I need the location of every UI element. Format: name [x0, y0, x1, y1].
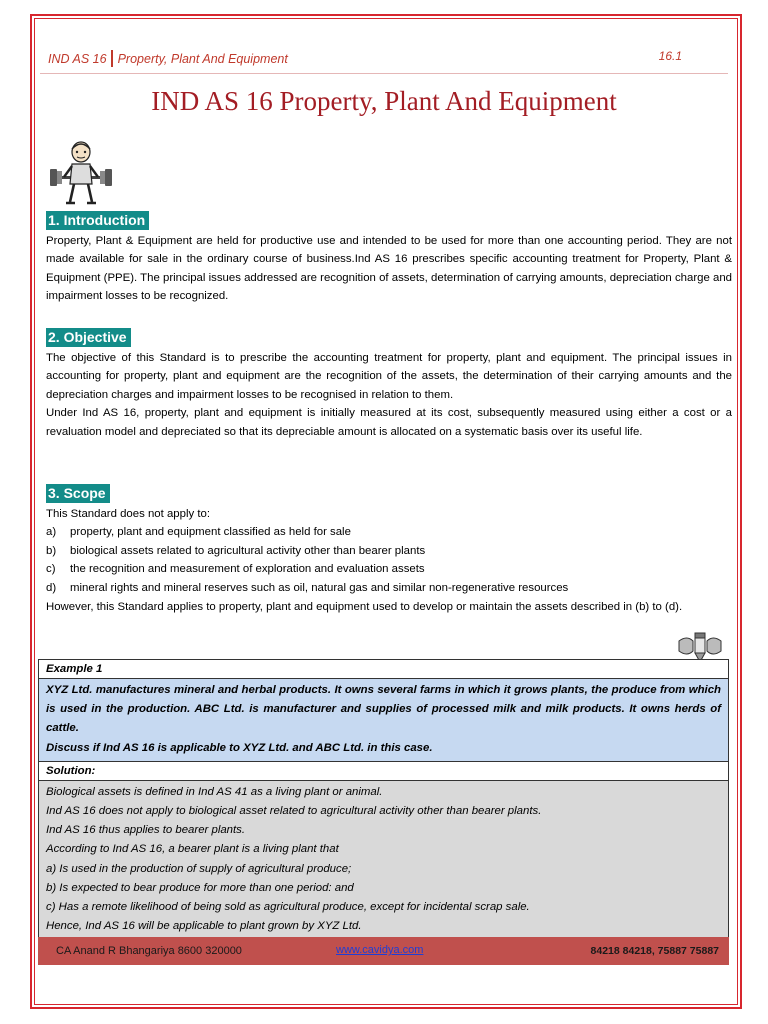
list-item: [46, 523, 732, 542]
footer-website-link[interactable]: www.cavidya.com: [336, 944, 424, 956]
page-number: 16.1: [658, 49, 682, 63]
weightlifter-mascot-icon: [50, 140, 112, 206]
list-text: the recognition and measurement of exploration and evaluation assets: [70, 563, 425, 576]
example-question-text: XYZ Ltd. manufactures mineral and herbal products. It owns several farms in which it grows plants, the produce from which is used in the production. ABC Ltd. is manufacturer and supplies of processed milk and milk products. It owns herds of cattle.: [46, 684, 721, 735]
example-label: Example 1: [39, 660, 728, 679]
page-footer: [38, 937, 729, 965]
section-introduction: [46, 211, 732, 306]
objective-paragraph-1: The objective of this Standard is to prescribe the accounting treatment for property, plant and equipment. The principal issues in accounting for property, plant and equipment are the recognition of the assets, the determination of their carrying amounts and the depreciation charges and impairment losses to be recognised in relation to them.: [46, 351, 732, 401]
scope-heading: 3. Scope: [46, 484, 110, 503]
scope-closing: However, this Standard applies to property, plant and equipment used to develop or maintain the assets described in (b) to (d).: [46, 600, 683, 613]
solution-label: Solution:: [39, 762, 728, 781]
example-question: [39, 679, 728, 762]
section-objective: [46, 328, 732, 442]
header-code: IND AS 16: [48, 52, 107, 66]
header-separator: [111, 50, 113, 67]
list-text: biological assets related to agricultural activity other than bearer plants: [70, 544, 426, 557]
section-scope: [46, 484, 732, 616]
list-marker: d): [46, 581, 57, 594]
list-text: property, plant and equipment classified as held for sale: [70, 526, 351, 539]
list-item: [46, 542, 732, 561]
page-title: IND AS 16 Property, Plant And Equipment: [151, 86, 617, 116]
list-marker: a): [46, 526, 57, 539]
solution-line: Biological assets is defined in Ind AS 41 as a living plant or animal.: [46, 785, 383, 798]
header-rule: [40, 73, 728, 74]
example-box: [38, 659, 729, 940]
list-text: mineral rights and mineral reserves such as oil, natural gas and similar non-regenerative resources: [70, 581, 569, 594]
solution-line: Hence, Ind AS 16 will be applicable to plant grown by XYZ Ltd.: [46, 920, 362, 933]
introduction-heading: 1. Introduction: [46, 211, 149, 230]
list-item: [46, 560, 732, 579]
list-marker: b): [46, 544, 57, 557]
solution-line: According to Ind AS 16, a bearer plant is a living plant that: [46, 843, 339, 856]
scope-intro: This Standard does not apply to:: [46, 507, 211, 520]
solution-body: [39, 781, 728, 940]
running-header: [48, 50, 288, 67]
solution-line: c) Has a remote likelihood of being sold as agricultural produce, except for incidental scrap sale.: [46, 901, 530, 914]
objective-heading: 2. Objective: [46, 328, 131, 347]
header-subject: Property, Plant And Equipment: [117, 52, 288, 66]
introduction-text: Property, Plant & Equipment are held for productive use and intended to be used for more than one accounting period. They are not made available for sale in the ordinary course of business.Ind AS 16 prescribes specific accounting treatment for Property, Plant & Equipment (PPE). The principal issues addressed are recognition of assets, determination of carrying amounts, depreciation charge and impairment losses to be recognized.: [46, 234, 732, 303]
footer-author: CA Anand R Bhangariya 8600 320000: [56, 945, 242, 957]
solution-line: b) Is expected to bear produce for more than one period: and: [46, 881, 354, 894]
footer-phones: 84218 84218, 75887 75887: [590, 945, 719, 957]
list-marker: c): [46, 563, 56, 576]
example-question-discuss: Discuss if Ind AS 16 is applicable to XYZ Ltd. and ABC Ltd. in this case.: [46, 741, 433, 754]
solution-line: Ind AS 16 thus applies to bearer plants.: [46, 824, 246, 837]
solution-line: Ind AS 16 does not apply to biological asset related to agricultural activity other than bearer plants.: [46, 805, 542, 818]
objective-paragraph-2: Under Ind AS 16, property, plant and equipment is initially measured at its cost, subsequently measured using either a cost or a revaluation model and depreciated so that its depreciable amount is allocated on a systematic basis over its useful life.: [46, 407, 732, 438]
list-item: [46, 579, 732, 598]
solution-line: a) Is used in the production of supply of agricultural produce;: [46, 862, 352, 875]
